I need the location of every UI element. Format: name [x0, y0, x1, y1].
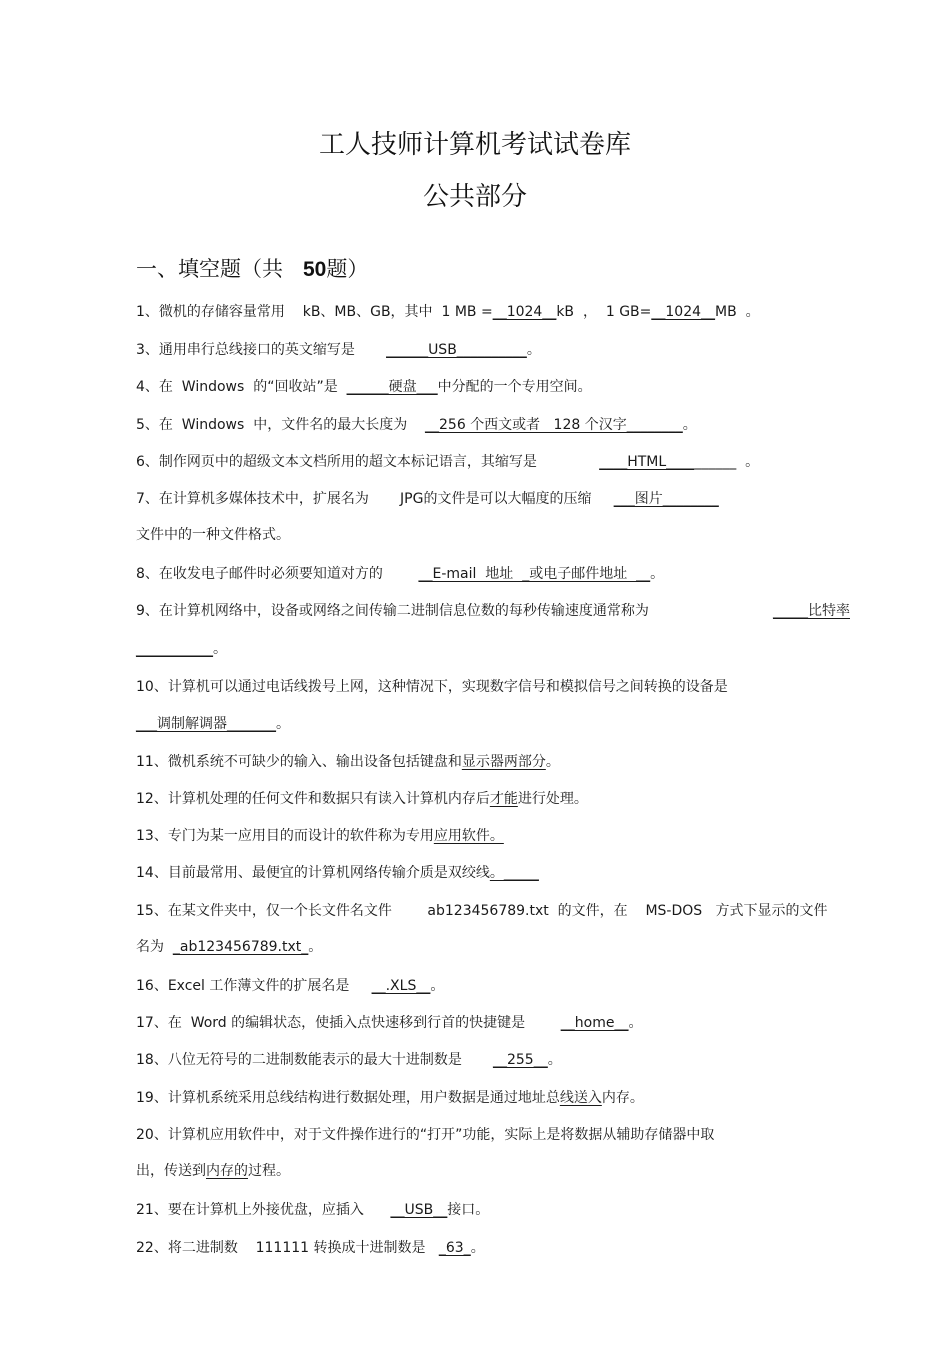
- q5-end: 。: [682, 417, 697, 433]
- question-7-cont: [136, 526, 290, 544]
- q12-text: 12、计算机处理的任何文件和数据只有读入计算机内存后: [136, 791, 490, 807]
- q12-end: 进行处理。: [517, 791, 588, 807]
- q8-answer: __E-mail 地址 _或电子邮件地址 __: [418, 566, 651, 582]
- question-9-cont: [136, 640, 227, 658]
- q10-end: 。: [276, 716, 290, 732]
- document-title: 工人技师计算机考试试卷库: [318, 130, 631, 160]
- q16-text: 16、Excel 工作薄文件的扩展名是: [136, 978, 372, 994]
- q19-text: 19、计算机系统采用总线结构进行数据处理，用户数据是通过地址总: [136, 1090, 560, 1106]
- q15-text: 15、在某文件夹中，仅一个长文件名文件 ab123456789.txt 的文件，在 MS-DOS 方式下显示的文件: [136, 903, 828, 919]
- q13-answer: 应用软件。: [433, 828, 504, 844]
- question-4: [136, 378, 592, 396]
- q7-end: 文件中的一种文件格式。: [136, 527, 290, 543]
- q3-answer: ______USB__________: [386, 342, 527, 358]
- q20-text-2: 出，传送到: [136, 1163, 206, 1179]
- question-7: [136, 490, 719, 508]
- q14-text: 14、目前最常用、最便宜的计算机网络传输介质是双绞线: [136, 865, 490, 881]
- q17-end: 。: [628, 1015, 643, 1031]
- question-1: [136, 303, 760, 321]
- q11-text: 11、微机系统不可缺少的输入、输出设备包括键盘和: [136, 754, 462, 770]
- q9-answer-blank: ___________: [136, 641, 213, 657]
- document-subtitle: 公共部分: [422, 182, 527, 212]
- q16-end: 。: [430, 978, 445, 994]
- question-20: [136, 1126, 714, 1144]
- q6-text: 6、制作网页中的超级文本文档所用的超文本标记语言，其缩写是: [136, 454, 600, 470]
- q6-end: ______ 。: [694, 454, 760, 470]
- question-18: [136, 1051, 562, 1069]
- section-count: 50: [303, 258, 327, 281]
- q15-text-2: 名为: [136, 939, 173, 955]
- q7-answer: ___图片________: [613, 491, 719, 507]
- question-9: [136, 602, 649, 620]
- question-13: [136, 827, 504, 845]
- question-8: [136, 565, 664, 583]
- question-5: [136, 416, 697, 434]
- q4-text: 4、在 Windows 的“回收站”是: [136, 379, 347, 395]
- q9-text: 9、在计算机网络中，设备或网络之间传输二进制信息位数的每秒传输速度通常称为: [136, 603, 649, 619]
- q20-end: 过程。: [248, 1163, 290, 1179]
- q22-end: 。: [470, 1240, 485, 1256]
- question-12: [136, 790, 588, 808]
- question-6: [136, 453, 759, 471]
- q3-end: 。: [526, 342, 541, 358]
- q15-answer: _ab123456789.txt_: [172, 939, 309, 955]
- q13-text: 13、专门为某一应用目的而设计的软件称为专用: [136, 828, 434, 844]
- q14-answer: 。_____: [489, 865, 539, 881]
- q10-answer: ___调制解调器_______: [136, 716, 276, 732]
- q9-answer: _____比特率: [773, 603, 850, 619]
- question-15: [136, 902, 828, 920]
- q1-answer-1: __1024__: [492, 304, 557, 320]
- q11-answer: 显示器两部分: [461, 754, 546, 770]
- question-19: [136, 1089, 644, 1107]
- q5-answer: __256 个西文或者 128 个汉字________: [425, 417, 683, 433]
- question-14: [136, 864, 539, 882]
- q19-answer: 线送入: [559, 1090, 602, 1106]
- q7-text: 7、在计算机多媒体技术中，扩展名为 JPG的文件是可以大幅度的压缩: [136, 491, 614, 507]
- question-22: [136, 1239, 485, 1257]
- q19-end: 内存。: [601, 1090, 644, 1106]
- q12-answer: 才能: [489, 791, 518, 807]
- question-15-cont: [136, 938, 322, 956]
- q1-answer-2: __1024__: [651, 304, 716, 320]
- question-17: [136, 1014, 642, 1032]
- q10-text: 10、计算机可以通过电话线拨号上网，这种情况下，实现数字信号和模拟信号之间转换的设备是: [136, 679, 728, 695]
- section-suffix: 题）: [326, 257, 369, 281]
- q17-text: 17、在 Word 的编辑状态，使插入点快速移到行首的快捷键是: [136, 1015, 561, 1031]
- section-heading: [136, 253, 368, 283]
- q21-text: 21、要在计算机上外接优盘，应插入: [136, 1202, 391, 1218]
- question-10-cont: [136, 715, 290, 733]
- q9-end: 。: [213, 641, 227, 657]
- question-9-answer: [773, 602, 850, 620]
- q1-text: 1、微机的存储容量常用 kB、MB、GB，其中 1 MB =: [136, 304, 493, 320]
- question-10: [136, 678, 728, 696]
- question-20-cont: [136, 1162, 290, 1180]
- question-21: [136, 1201, 489, 1219]
- question-3: [136, 341, 541, 359]
- q1-text-2: kB ， 1 GB=: [556, 304, 652, 320]
- q18-answer: __255__: [492, 1052, 548, 1068]
- q17-answer: __home__: [560, 1015, 629, 1031]
- q4-answer: ______硬盘___: [346, 379, 438, 395]
- question-11: [136, 753, 560, 771]
- q8-end: 。: [650, 566, 665, 582]
- q22-answer: _63_: [438, 1240, 471, 1256]
- q1-text-3: MB 。: [715, 304, 760, 320]
- q20-answer: 内存的: [206, 1163, 248, 1179]
- question-16: [136, 977, 444, 995]
- q21-end: 接口。: [447, 1202, 490, 1218]
- section-prefix: 一、填空题（共: [136, 257, 283, 281]
- q18-text: 18、八位无符号的二进制数能表示的最大十进制数是: [136, 1052, 493, 1068]
- q3-text: 3、通用串行总线接口的英文缩写是: [136, 342, 387, 358]
- q15-end: 。: [308, 939, 323, 955]
- q8-text: 8、在收发电子邮件时必须要知道对方的: [136, 566, 419, 582]
- q11-end: 。: [545, 754, 560, 770]
- q22-text: 22、将二进制数 111111 转换成十进制数是: [136, 1240, 439, 1256]
- q20-text: 20、计算机应用软件中，对于文件操作进行的“打开”功能，实际上是将数据从辅助存储器中取: [136, 1127, 715, 1143]
- q18-end: 。: [547, 1052, 562, 1068]
- q16-answer: __.XLS__: [371, 978, 431, 994]
- q21-answer: __USB__: [390, 1202, 448, 1218]
- q6-answer: ____HTML____: [599, 454, 695, 470]
- q5-text: 5、在 Windows 中，文件名的最大长度为: [136, 417, 426, 433]
- q4-end: 中分配的一个专用空间。: [437, 379, 592, 395]
